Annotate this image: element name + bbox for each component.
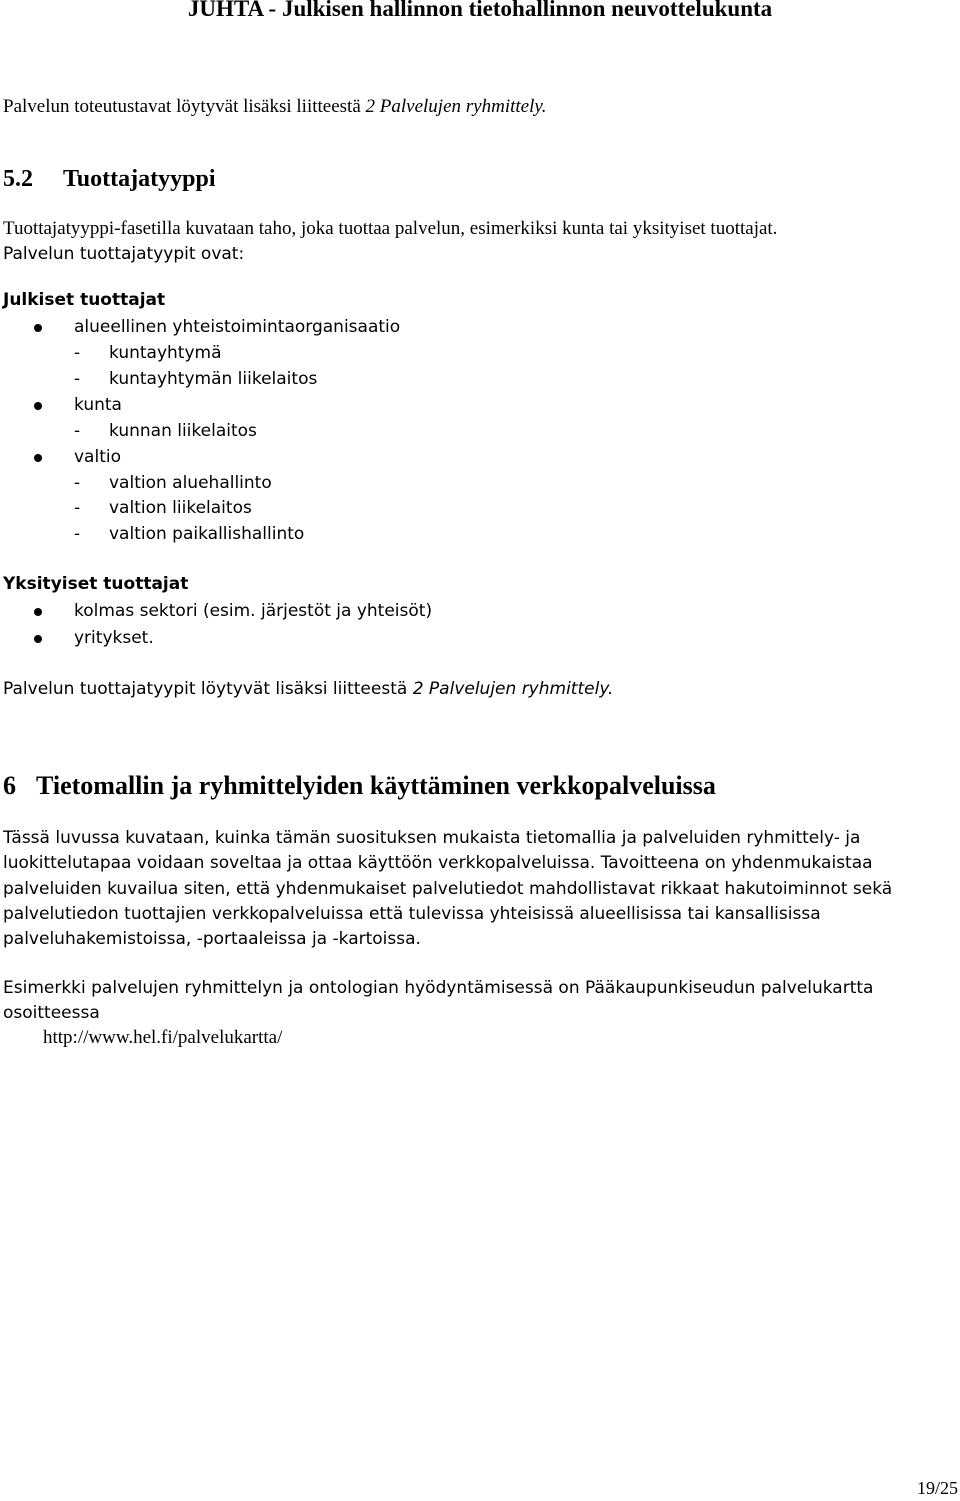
dash-marker: - — [74, 524, 81, 544]
sub-list-item: kunnan liikelaitos — [109, 421, 257, 441]
section-5-2-outro — [3, 679, 613, 699]
section-5-2-heading — [3, 166, 215, 193]
section-6-heading — [3, 771, 716, 801]
section-title: Tuottajatyyppi — [63, 166, 216, 192]
bullet-icon — [34, 454, 42, 462]
dash-marker: - — [74, 473, 81, 493]
dash-marker: - — [74, 421, 81, 441]
sub-list-item: valtion paikallishallinto — [109, 524, 305, 544]
intro-reference: 2 Palvelujen ryhmittely. — [365, 96, 547, 117]
sub-list-item: valtion aluehallinto — [109, 473, 272, 493]
bullet-icon — [34, 608, 42, 616]
paragraph-line: palveluhakemistoissa, -portaaleissa ja -kartoissa. — [3, 929, 421, 950]
dash-marker: - — [74, 369, 81, 389]
dash-marker: - — [74, 343, 81, 363]
paragraph-line: luokittelutapaa voidaan soveltaa ja ottaa käyttöön verkkopalveluissa. Tavoitteena on yhdenmukaistaa — [3, 853, 873, 874]
paragraph-line: palvelutiedon tuottajien verkkopalveluissa että tulevissa yhteisissä alueellisissa tai kansallisissa — [3, 903, 821, 924]
section-title: Tietomallin ja ryhmittelyiden käyttäminen verkkopalveluissa — [36, 771, 716, 800]
section-5-2-lead: Palvelun tuottajatyypit ovat: — [3, 244, 245, 264]
paragraph-line: Tässä luvussa kuvataan, kuinka tämän suosituksen mukaista tietomallia ja palveluiden ryhmittely- ja — [3, 828, 861, 848]
list-item: alueellinen yhteistoimintaorganisaatio — [74, 317, 401, 337]
sub-list-item: kuntayhtymä — [109, 343, 222, 363]
public-producers-heading: Julkiset tuottajat — [3, 290, 166, 310]
list-item: valtio — [74, 447, 121, 467]
outro-text: Palvelun tuottajatyypit löytyvät lisäksi liitteestä — [3, 679, 413, 699]
section-6-paragraph-1 — [3, 826, 923, 952]
dash-marker: - — [74, 498, 81, 518]
list-item: yritykset. — [74, 628, 154, 648]
section-6-paragraph-2 — [3, 976, 923, 1027]
sub-list-item: valtion liikelaitos — [109, 498, 252, 518]
sub-list-item: kuntayhtymän liikelaitos — [109, 369, 318, 389]
section-number: 6 — [3, 771, 16, 800]
page-number: 19/25 — [916, 1478, 958, 1498]
list-item: kolmas sektori (esim. järjestöt ja yhteisöt) — [74, 601, 433, 621]
section-number: 5.2 — [3, 166, 33, 192]
outro-reference: 2 Palvelujen ryhmittely. — [412, 679, 614, 699]
bullet-icon — [34, 635, 42, 643]
bullet-icon — [34, 324, 42, 332]
intro-text: Palvelun toteutustavat löytyvät lisäksi liitteestä — [3, 96, 366, 117]
private-producers-heading: Yksityiset tuottajat — [3, 574, 189, 594]
example-link[interactable]: http://www.hel.fi/palvelukartta/ — [43, 1027, 283, 1048]
page-header-title: JUHTA - Julkisen hallinnon tietohallinnon neuvottelukunta — [187, 0, 773, 21]
section-5-2-intro: Tuottajatyyppi-fasetilla kuvataan taho, joka tuottaa palvelun, esimerkiksi kunta tai yksityiset tuottajat. — [3, 218, 778, 239]
bullet-icon — [34, 402, 42, 410]
paragraph-line: palveluiden kuvailua siten, että yhdenmukaiset palvelutiedot mahdollistavat rikkaat hakutoiminnot sekä — [3, 878, 893, 899]
paragraph-line: Esimerkki palvelujen ryhmittelyn ja ontologian hyödyntämisessä on Pääkaupunkiseudun palvelukartta — [3, 978, 874, 998]
paragraph-line: osoitteessa — [3, 1003, 100, 1024]
intro-line — [3, 96, 547, 118]
list-item: kunta — [74, 395, 122, 415]
